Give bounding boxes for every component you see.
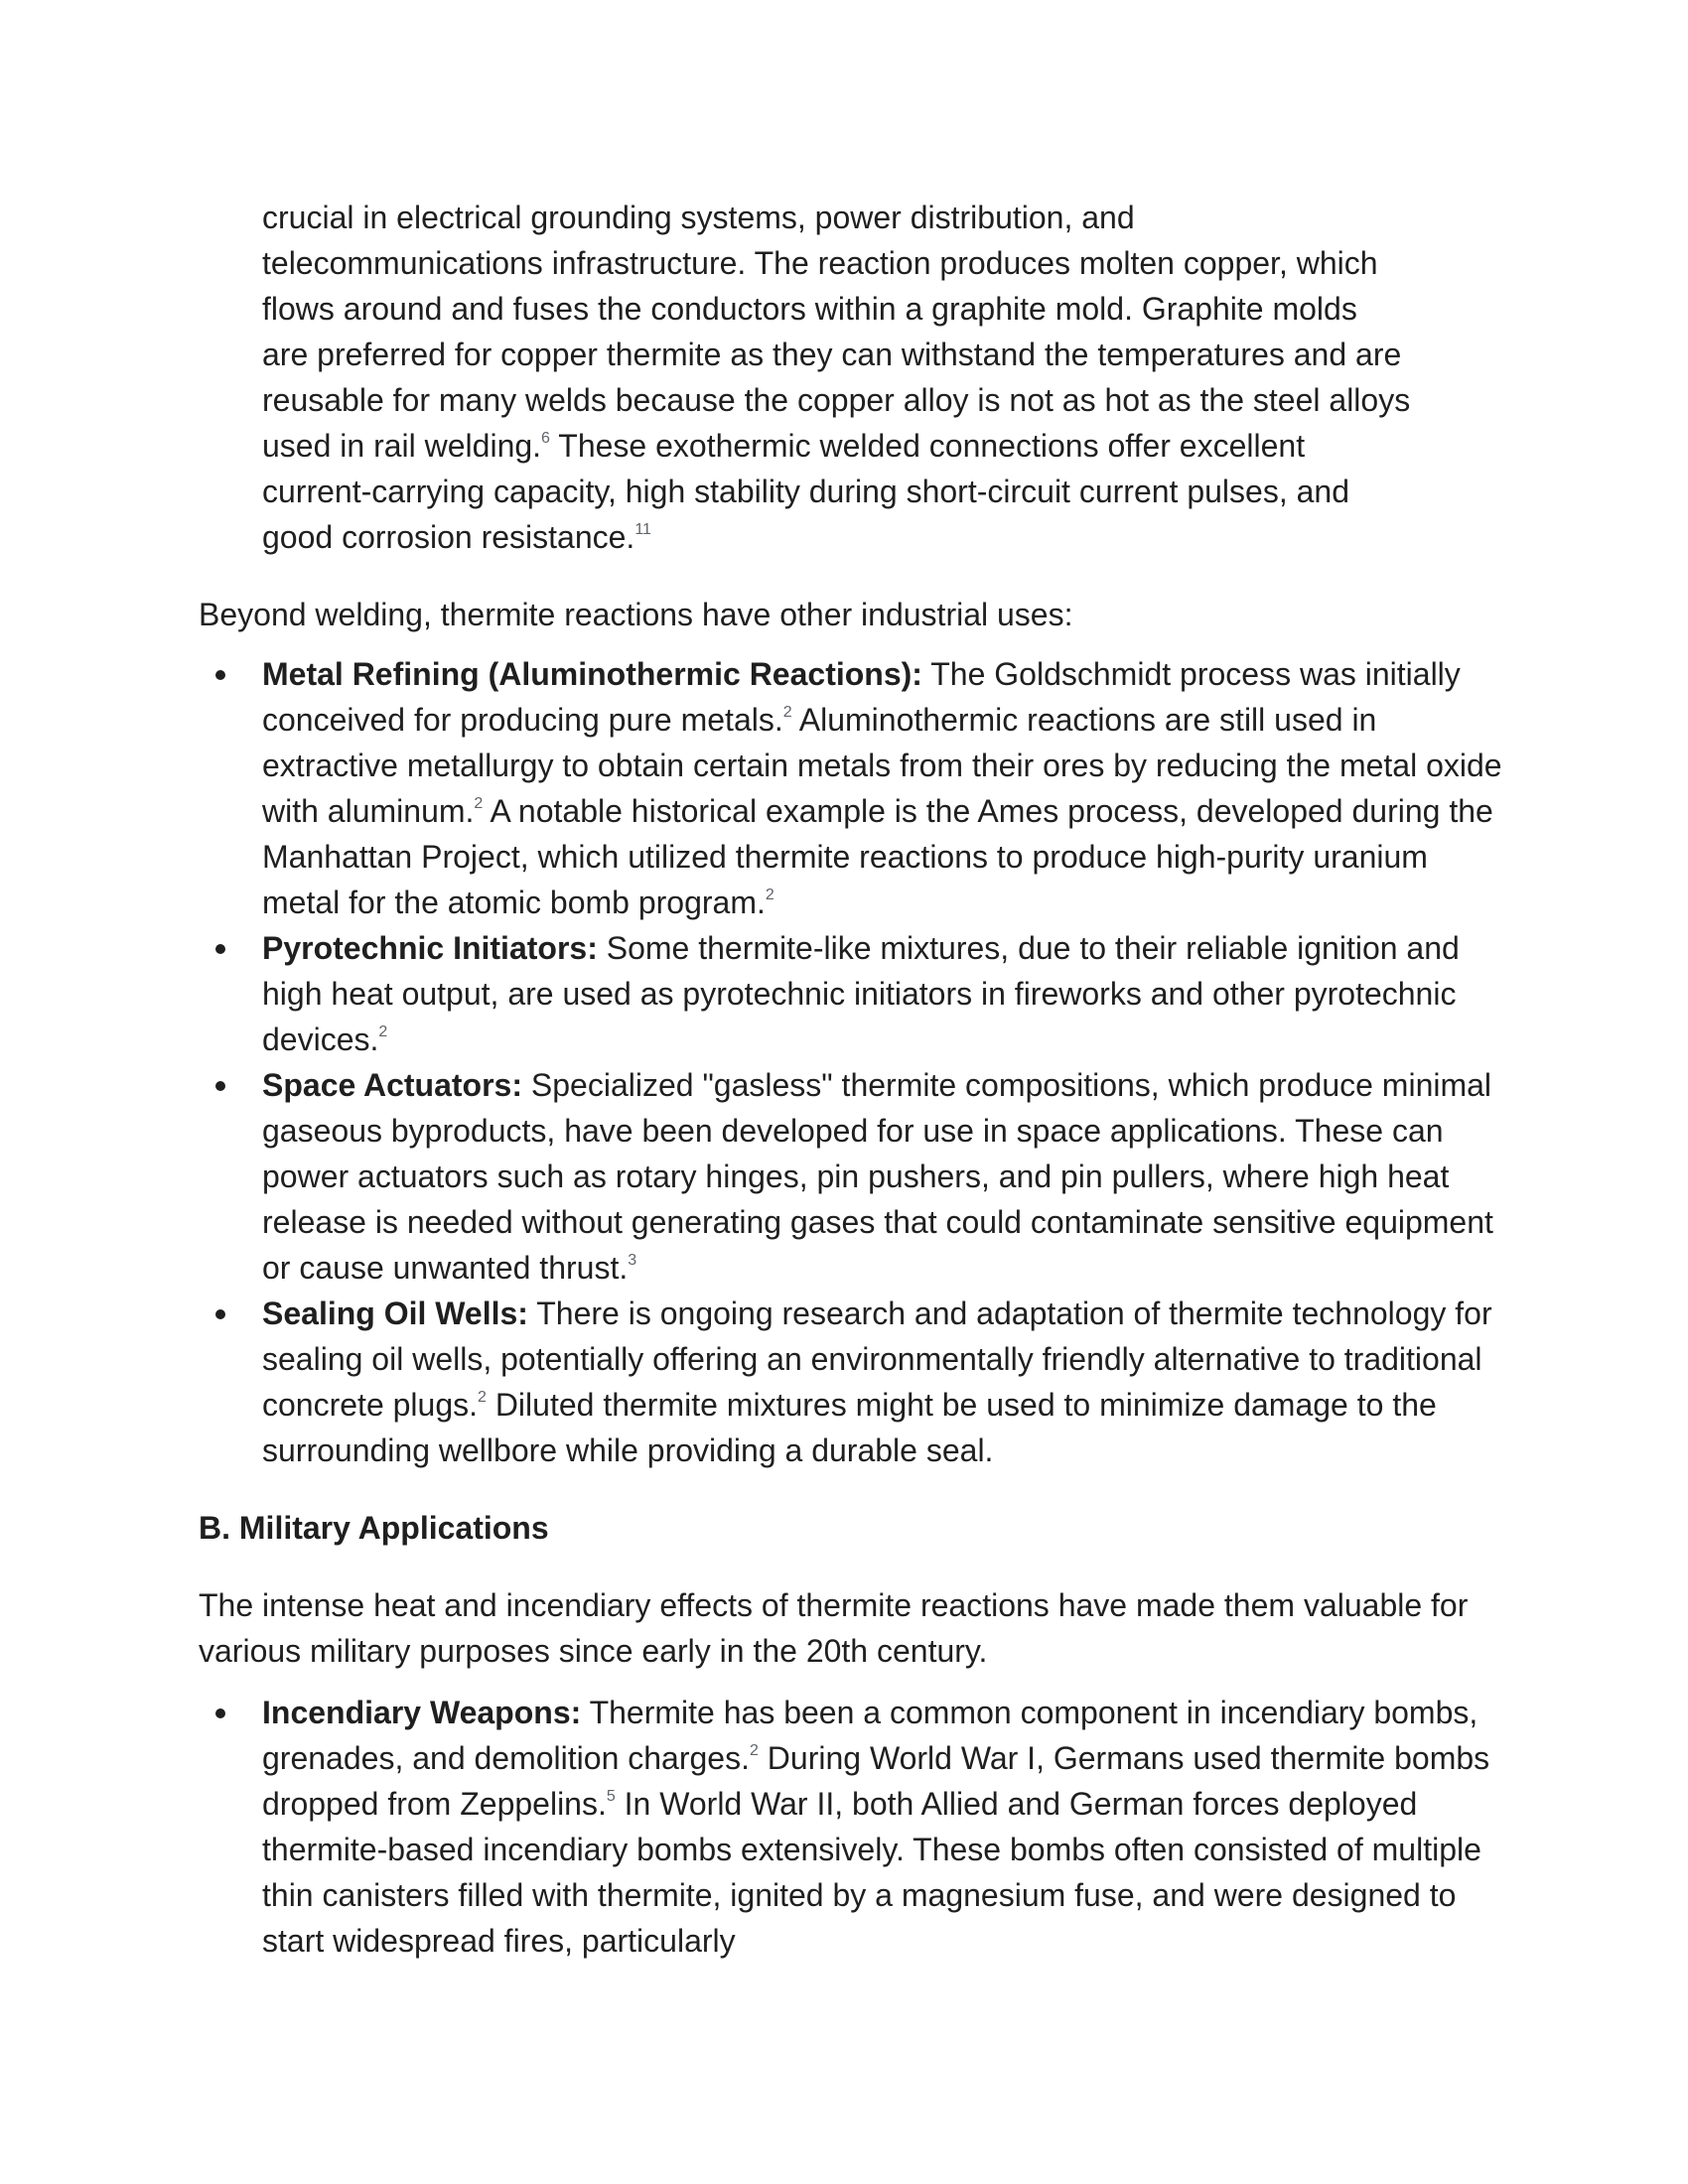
item-text: Thermite has been a common component in incendiary bombs, grenades, and demolition charges. (262, 1695, 1478, 1776)
footnote-ref: 6 (541, 430, 550, 447)
list-item-metal-refining (199, 651, 1509, 925)
text-line: These exothermic welded connections offer excellent (558, 428, 1306, 464)
footnote-ref: 2 (478, 1389, 487, 1406)
list-item-incendiary-weapons (199, 1690, 1509, 1964)
item-label: Sealing Oil Wells: (262, 1296, 528, 1331)
list-item-sealing-oil-wells (199, 1291, 1509, 1473)
item-text: Specialized "gasless" thermite compositions, which produce minimal gaseous byproducts, have been developed for use in space applications. These can power actuators such as rotary hinges, pin pushers, and pin pullers, where high heat release is needed without generating gases that could contaminate sensitive equipment or cause unwanted thrust. (262, 1067, 1493, 1286)
text-line: flows around and fuses the conductors within a graphite mold. Graphite molds (262, 291, 1357, 327)
text-line: telecommunications infrastructure. The reaction produces molten copper, which (262, 245, 1378, 281)
item-text: During World War I, Germans used thermite bombs dropped from Zeppelins. (262, 1740, 1490, 1822)
industrial-intro: Beyond welding, thermite reactions have other industrial uses: (199, 597, 1073, 632)
footnote-ref: 5 (606, 1788, 616, 1805)
footnote-ref: 2 (474, 795, 484, 812)
text-line: good corrosion resistance. (262, 519, 635, 555)
footnote-ref: 2 (749, 1742, 759, 1759)
text-line: crucial in electrical grounding systems, power distribution, and (262, 200, 1135, 235)
item-text: The Goldschmidt process was initially conceived for producing pure metals. (262, 656, 1461, 738)
item-label: Space Actuators: (262, 1067, 522, 1103)
item-text: In World War II, both Allied and German forces deployed thermite-based incendiary bombs extensively. These bombs often consisted of multiple thin canisters filled with thermite, ignited by a magnesium fuse, and were designed to start widespread fires, particularly (262, 1786, 1481, 1959)
item-text: Aluminothermic reactions are still used in extractive metallurgy to obtain certain metals from their ores by reducing the metal oxide with aluminum. (262, 702, 1502, 829)
item-label: Metal Refining (Aluminothermic Reactions): (262, 656, 922, 692)
footnote-ref: 3 (628, 1252, 637, 1269)
footnote-ref: 11 (634, 521, 651, 538)
item-text: Some thermite-like mixtures, due to their reliable ignition and high heat output, are used as pyrotechnic initiators in fireworks and other pyrotechnic devices. (262, 930, 1460, 1057)
text-line: current-carrying capacity, high stability during short-circuit current pulses, and (262, 474, 1349, 509)
industrial-uses-list (199, 651, 1509, 1473)
military-intro: The intense heat and incendiary effects of thermite reactions have made them valuable for various military purposes since early in the 20th century. (199, 1587, 1469, 1669)
section-heading: B. Military Applications (199, 1510, 549, 1546)
item-label: Pyrotechnic Initiators: (262, 930, 598, 966)
continued-paragraph (262, 195, 1509, 560)
text-line: used in rail welding. (262, 428, 542, 464)
footnote-ref: 2 (765, 887, 774, 903)
military-uses-list (199, 1690, 1509, 1964)
item-label: Incendiary Weapons: (262, 1695, 582, 1730)
item-text: There is ongoing research and adaptation of thermite technology for sealing oil wells, potentially offering an environmentally friendly alternative to traditional concrete plugs. (262, 1296, 1492, 1423)
list-item-pyrotechnic-initiators (199, 925, 1509, 1062)
item-text: A notable historical example is the Ames process, developed during the Manhattan Project, which utilized thermite reactions to produce high-purity uranium metal for the atomic bomb program. (262, 793, 1493, 920)
footnote-ref: 2 (378, 1024, 388, 1040)
list-item-space-actuators (199, 1062, 1509, 1291)
document-page (199, 195, 1509, 1964)
item-text: Diluted thermite mixtures might be used to minimize damage to the surrounding wellbore while providing a durable seal. (262, 1387, 1437, 1468)
text-line: reusable for many welds because the copper alloy is not as hot as the steel alloys (262, 382, 1411, 418)
text-line: are preferred for copper thermite as they can withstand the temperatures and are (262, 337, 1402, 372)
footnote-ref: 2 (782, 704, 792, 721)
